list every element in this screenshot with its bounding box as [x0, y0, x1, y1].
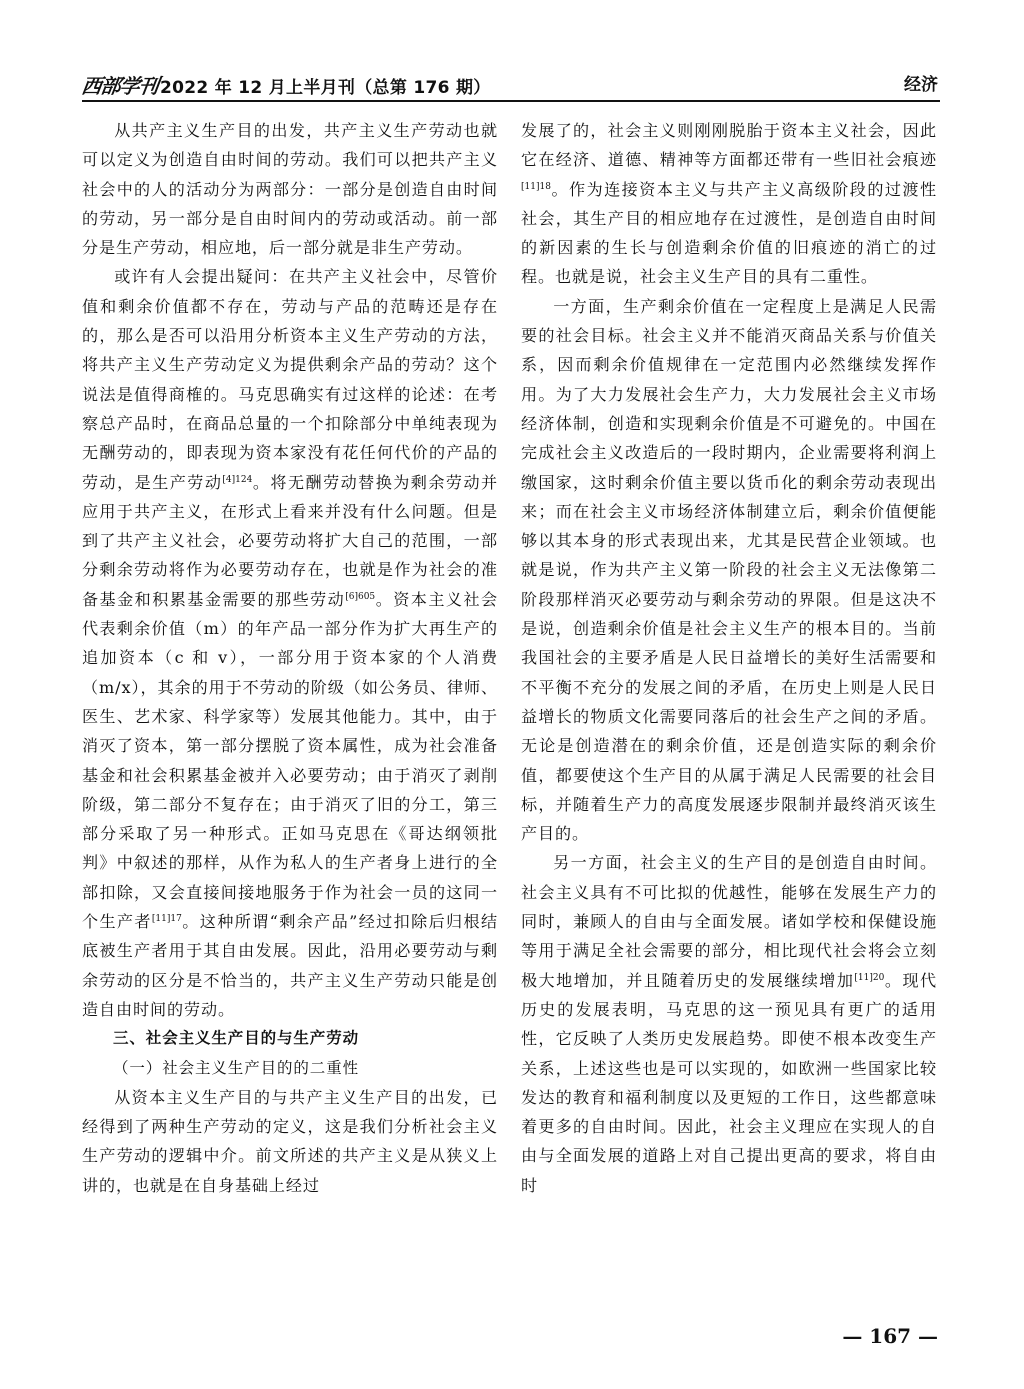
- paragraph-text: 发展了的，社会主义则刚刚脱胎于资本主义社会，因此它在经济、道德、精神等方面都还带有一些旧社会痕迹: [521, 121, 937, 170]
- paragraph-text: 。资本主义社会代表剩余价值（m）的年产品一部分作为扩大再生产的追加资本（c 和 v），一部分用于资本家的个人消费（m/x），其余的用于不劳动的阶级（如公务员、律师、医生、艺术家、科学家等）发展其他能力。其中，由于消灭了资本，第一部分摆脱了资本属性，成为社会准备基金和社会积累基金被并入必要劳动；由于消灭了剥削阶级，第二部分不复存在；由于消灭了旧的分工，第三部分采取了另一种形式。正如马克思在《哥达纲领批判》中叙述的那样，从作为私人的生产者身上进行的全部扣除，又会直接间接地服务于作为社会一员的这同一个生产者: [82, 589, 498, 932]
- paragraph-text: 或许有人会提出疑问：在共产主义社会中，尽管价值和剩余价值都不存在，劳动与产品的范畴还是存在的，那么是否可以沿用分析资本主义生产劳动的方法，将共产主义生产劳动定义为提供剩余产品的劳动？这个说法是值得商榷的。马克思确实有过这样的论述：在考察总产品时，在商品总量的一个扣除部分中单纯表现为无酬劳动的，即表现为资本家没有花任何代价的产品的劳动，是生产劳动: [82, 267, 498, 492]
- page-number: — 167 —: [842, 1324, 938, 1348]
- citation-ref: [4]124: [222, 474, 253, 485]
- paragraph: 一方面，生产剩余价值在一定程度上是满足人民需要的社会目标。社会主义并不能消灭商品关系与价值关系，因而剩余价值规律在一定范围内必然继续发挥作用。为了大力发展社会生产力，大力发展社会主义市场经济体制，创造和实现剩余价值是不可避免的。中国在完成社会主义改造后的一段时期内，企业需要将利润上缴国家，这时剩余价值主要以货币化的剩余劳动表现出来；而在社会主义市场经济体制建立后，剩余价值便能够以其本身的形式表现出来，尤其是民营企业领域。也就是说，作为共产主义第一阶段的社会主义无法像第二阶段那样消灭必要劳动与剩余劳动的界限。但是这决不是说，创造剩余价值是社会主义生产的根本目的。当前我国社会的主要矛盾是人民日益增长的美好生活需要和不平衡不充分的发展之间的矛盾，在历史上则是人民日益增长的物质文化需要同落后的社会生产之间的矛盾。无论是创造潜在的剩余价值，还是创造实际的剩余价值，都要使这个生产目的从属于满足人民需要的社会目标，并随着生产力的高度发展逐步限制并最终消灭该生产目的。: [521, 296, 937, 844]
- citation-ref: [11]18: [521, 181, 551, 192]
- paragraph: [82, 262, 498, 1024]
- citation-ref: [11]17: [151, 914, 182, 925]
- right-column: [521, 116, 937, 1200]
- section-heading: 三、社会主义生产目的与生产劳动: [113, 1029, 360, 1048]
- paragraph-text: 。现代历史的发展表明，马克思的这一预见具有更广的适用性，它反映了人类历史发展趋势。即使不根本改变生产关系，上述这些也是可以实现的，如欧洲一些国家比较发达的教育和福利制度以及更短的工作日，这些都意味着更多的自由时间。因此，社会主义理应在实现人的自由与全面发展的道路上对自己提出更高的要求，将自由时: [521, 970, 938, 1195]
- citation-ref: [6]605: [345, 591, 376, 602]
- paragraph-text: 。作为连接资本主义与共产主义高级阶段的过渡性社会，其生产目的相应地存在过渡性，是创造自由时间的新因素的生长与创造剩余价值的旧痕迹的消亡的过程。也就是说，社会主义生产目的具有二重性。: [521, 179, 937, 287]
- journal-logo: 西部学刊: [80, 74, 160, 98]
- journal-info: [82, 70, 491, 99]
- issue-info: 2022 年 12 月上半月刊（总第 176 期）: [160, 78, 491, 98]
- running-header: [82, 70, 940, 102]
- paragraph-text: 另一方面，社会主义的生产目的是创造自由时间。社会主义具有不可比拟的优越性，能够在发展生产力的同时，兼顾人的自由与全面发展。诸如学校和保健设施等用于满足全社会需要的部分，相比现代社会将会立刻极大地增加，并且随着历史的发展继续增加: [521, 853, 937, 990]
- paragraph: 从共产主义生产目的出发，共产主义生产劳动也就可以定义为创造自由时间的劳动。我们可以把共产主义社会中的人的活动分为两部分：一部分是创造自由时间的劳动，另一部分是自由时间内的劳动或活动。前一部分是生产劳动，相应地，后一部分就是非生产劳动。: [82, 121, 498, 258]
- subsection-heading: （一）社会主义生产目的的二重性: [113, 1058, 360, 1077]
- paragraph: 从资本主义生产目的与共产主义生产目的出发，已经得到了两种生产劳动的定义，这是我们分析社会主义生产劳动的逻辑中介。前文所述的共产主义是从狭义上讲的，也就是在自身基础上经过: [82, 1087, 498, 1195]
- citation-ref: [11]20: [854, 972, 885, 983]
- paragraph-continued: [521, 116, 937, 292]
- left-column: [82, 116, 498, 1200]
- paragraph: [521, 848, 937, 1200]
- paragraph-text: 。这种所谓“剩余产品”经过扣除后归根结底被生产者用于其自由发展。因此，沿用必要劳动与剩余劳动的区分是不恰当的，共产主义生产劳动只能是创造自由时间的劳动。: [82, 912, 498, 1019]
- section-label: 经济: [904, 75, 938, 95]
- paragraph-text: 。将无酬劳动替换为剩余劳动并应用于共产主义，在形式上看来并没有什么问题。但是到了共产主义社会，必要劳动将扩大自己的范围，一部分剩余劳动将作为必要劳动存在，也就是作为社会的准备基金和积累基金需要的那些劳动: [82, 472, 498, 609]
